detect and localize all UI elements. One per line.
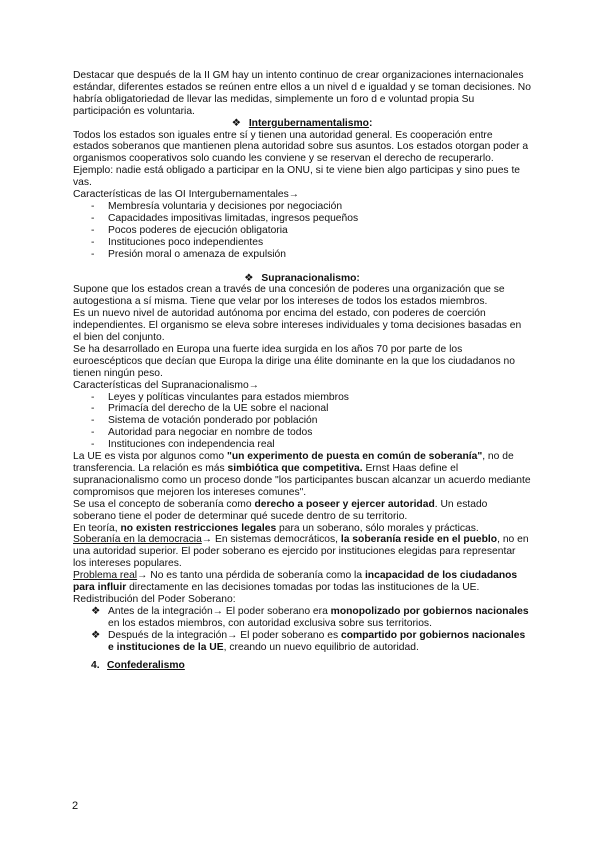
ue-paragraph: La UE es vista por algunos como "un experimento de puesta en común de soberanía", no de transferencia. La relación es más simbiótica que competitiva. Ernst Haas define el supranacionalismo como un proceso donde "los participantes buscan alcanzar un acuerdo mediante compromisos que mejoren los intereses comunes". [73, 451, 531, 498]
democracia-paragraph: Soberanía en la democracia→ En sistemas democráticos, la soberanía reside en el pueblo, no en una autoridad superior. El poder soberano es ejercido por instituciones elegidas para representar los intereses populares. [73, 534, 529, 570]
list-item: - Primacía del derecho de la UE sobre el nacional [73, 403, 531, 415]
problema-paragraph: Problema real→ No es tanto una pérdida de soberanía como la incapacidad de los ciudadanos para influir directamente en las decisiones tomadas por todas las instituciones de la UE. [73, 570, 518, 594]
list-item: - Capacidades impositivas limitadas, ingresos pequeños [73, 213, 531, 225]
redistribucion-list [73, 606, 531, 654]
page-content [73, 70, 531, 671]
heading-text: Intergubernamentalismo [248, 117, 369, 129]
list-item: - Pocos poderes de ejecución obligatoria [73, 225, 531, 237]
soberania-paragraph: Se usa el concepto de soberanía como derecho a poseer y ejercer autoridad. Un estado soberano tiene el poder de determinar qué sucede dentro de su territorio. [73, 498, 488, 522]
heading-text: Supranacionalismo: [261, 272, 360, 284]
inter-paragraph-1: Todos los estados son iguales entre sí y tienen una autoridad general. Es cooperación entre estados soberanos que mantienen plena autoridad sobre sus asuntos. Los estados otorgan poder a organismos cooperativos solo cuando les conviene y se reservan el derecho de recuperarlo. [73, 129, 529, 165]
inter-features-label: Características de las OI Intergubernamentales→ [73, 189, 300, 201]
intro-paragraph: Destacar que después de la II GM hay un intento continuo de crear organizaciones internacionales estándar, diferentes estados se reúnen entre ellos a un nivel d e igualdad y se toman decisiones. No habría obligatoriedad de llevar las medidas, simplemente un foro d e voluntad propia Su participación es voluntaria. [73, 70, 531, 117]
diamond-bullet-icon: ❖ [91, 605, 101, 617]
teoria-paragraph: En teoría, no existen restricciones legales para un soberano, sólo morales y prácticas. [73, 522, 479, 534]
supra-features-label: Características del Supranacionalismo→ [73, 379, 259, 391]
supra-paragraph-3: Se ha desarrollado en Europa una fuerte idea surgida en los años 70 por parte de los euroescépticos que decían que Europa la dirige una élite dominante en la que los ciudadanos no tienen ningún peso. [73, 343, 515, 379]
section-4-heading: 4. Confederalismo [91, 659, 185, 671]
list-item: ❖ Después de la integración→ El poder soberano es compartido por gobiernos nacionales e instituciones de la UE, creando un nuevo equilibrio de autoridad. [91, 629, 526, 653]
diamond-bullet-icon: ❖ [91, 629, 101, 641]
list-item: - Instituciones poco independientes [73, 237, 531, 249]
page-number: 2 [72, 800, 79, 812]
list-item: - Sistema de votación ponderado por población [73, 415, 531, 427]
diamond-bullet-icon: ❖ [244, 272, 254, 284]
list-item: - Leyes y políticas vinculantes para estados miembros [73, 392, 531, 404]
supranacionalismo-heading [73, 273, 531, 285]
inter-features-list [73, 201, 531, 261]
list-item: - Membresía voluntaria y decisiones por negociación [73, 201, 531, 213]
intergubernamentalismo-heading: ❖ Intergubernamentalismo: [231, 117, 373, 129]
list-item: - Autoridad para negociar en nombre de todos [73, 427, 531, 439]
list-item: - Instituciones con independencia real [73, 439, 531, 451]
redistribucion-label: Redistribución del Poder Soberano: [73, 593, 236, 605]
diamond-bullet-icon: ❖ [231, 117, 241, 129]
supra-paragraph-2: Es un nuevo nivel de autoridad autónoma por encima del estado, con poderes de coerción independientes. El organismo se eleva sobre intereses individuales y toma decisiones basadas en el bien del conjunto. [73, 308, 522, 344]
list-item: ❖ Antes de la integración→ El poder soberano era monopolizado por gobiernos nacionales en los estados miembros, con autoridad exclusiva sobre sus territorios. [91, 605, 529, 629]
supra-features-list [73, 392, 531, 452]
list-item: - Presión moral o amenaza de expulsión [73, 249, 531, 261]
inter-paragraph-2: Ejemplo: nadie está obligado a participar en la ONU, si te viene bien algo participas y sino pues te vas. [73, 165, 521, 189]
supra-paragraph-1: Supone que los estados crean a través de una concesión de poderes una organización que se autogestiona a sí misma. Tiene que velar por los intereses de todos los estados miembros. [73, 284, 505, 308]
